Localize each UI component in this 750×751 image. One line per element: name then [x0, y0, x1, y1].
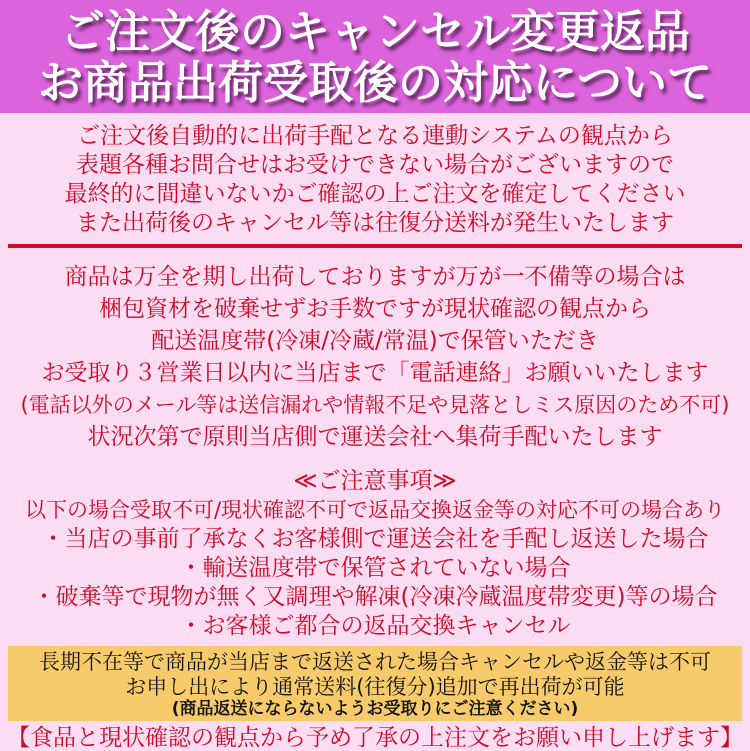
- caution-bullet-item: ・お客様ご都合の返品交換キャンセル: [179, 613, 571, 639]
- closing-statement: 【食品と現状確認の観点から予め了承の上注文をお願い申し上げます】: [7, 725, 743, 751]
- notice-text-line: 表題各種お問合せはお受けできない場合がございますので: [76, 152, 674, 178]
- caution-bullet-item: ・輸送温度帯で保管されていない場合: [179, 555, 571, 581]
- notice-text-line: 状況次第で原則当店側で運送会社へ集荷手配いたします: [87, 424, 663, 450]
- notice-text-line: 配送温度帯(冷凍/冷蔵/常温)で保管いただき: [151, 328, 599, 354]
- notice-text-line: また出荷後のキャンセル等は往復分送料が発生いたします: [76, 210, 674, 236]
- caution-bullet-item: ・当店の事前了承なくお客様側で運送会社を手配し返送した場合: [41, 526, 709, 552]
- notice-text-line: (電話以外のメール等は送信漏れや情報不足や見落としミス原因のため不可): [20, 393, 730, 417]
- notice-text-line: お受取り３営業日以内に当店まで「電話連絡」お願いいたします: [41, 360, 709, 386]
- header-banner: [0, 0, 750, 113]
- order-cancel-notice-section: [0, 113, 750, 238]
- notice-text-line: 商品は万全を期し出荷しておりますが万が一不備等の場合は: [64, 264, 686, 290]
- notice-text-line: ご注文後自動的に出荷手配となる連動システムの観点から: [77, 123, 673, 149]
- caution-intro-line: 以下の場合受取不可/現状確認不可で返品交換返金等の対応不可の場合あり: [24, 498, 726, 522]
- caution-section-title: ≪ご注意事項≫: [293, 468, 457, 494]
- warning-text-line: お申し出により通常送料(往復分)追加で再出荷が可能: [125, 675, 625, 699]
- header-title-line1: ご注文後のキャンセル変更返品: [59, 4, 690, 58]
- notice-text-line: 梱包資材を破棄せずお手数ですが現状確認の観点から: [99, 296, 651, 322]
- header-title-line2: お商品出荷受取後の対応について: [37, 55, 713, 109]
- notice-text-line: 最終的に間違いないかご確認の上ご注文を確定してください: [64, 181, 686, 207]
- warning-small-note: (商品返送にならないようお受取りにご注意ください): [171, 699, 579, 719]
- defect-handling-section: [0, 248, 750, 453]
- return-shipping-warning-box: [8, 646, 742, 721]
- warning-text-line: 長期不在等で商品が当店まで返送された場合キャンセルや返金等は不可: [39, 650, 711, 674]
- caution-bullet-item: ・破棄等で現物が無く又調理や解凍(冷凍冷蔵温度帯変更)等の場合: [32, 584, 718, 610]
- caution-section: [0, 453, 750, 641]
